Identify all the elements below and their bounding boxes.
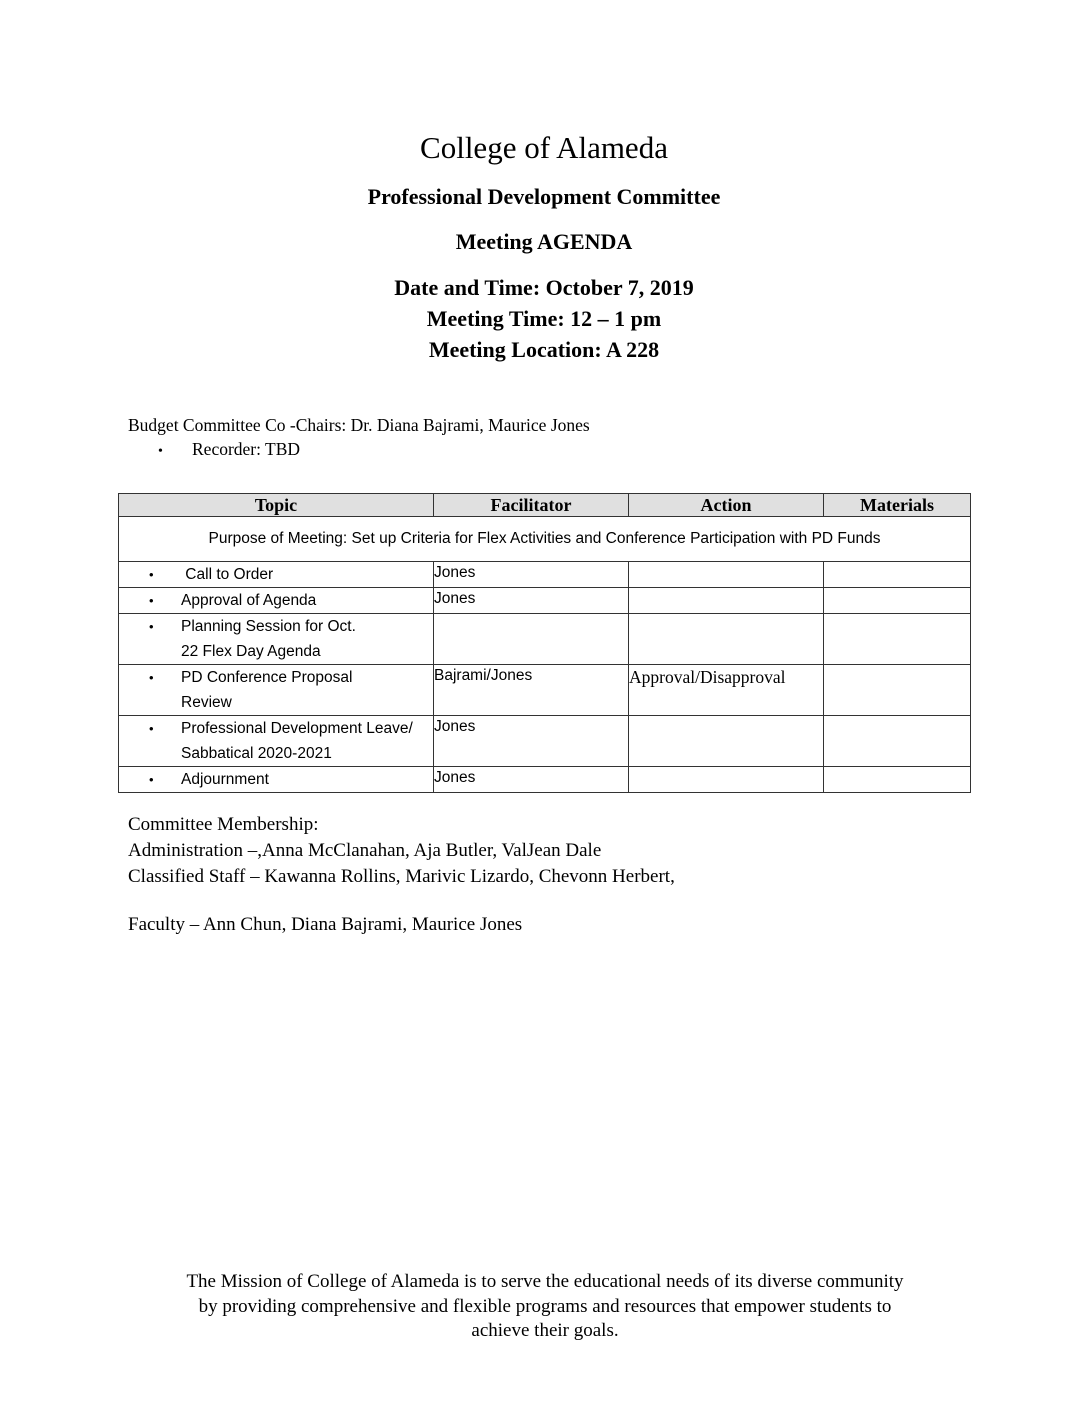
- facilitator-cell: Jones: [434, 562, 629, 588]
- topic-cell: [119, 767, 434, 793]
- table-row: [119, 665, 971, 716]
- recorder-text: Recorder: TBD: [192, 439, 301, 459]
- mission-line: The Mission of College of Alameda is to serve the educational needs of its diverse community: [186, 1271, 904, 1292]
- column-header-facilitator: Facilitator: [434, 494, 629, 517]
- topic-text: Adjournment: [181, 771, 269, 788]
- topic-text: Planning Session for Oct. 22 Flex Day Agenda: [181, 618, 356, 660]
- action-cell: [629, 716, 824, 767]
- topic-cell: [119, 562, 434, 588]
- committee-name: Professional Development Committee: [367, 184, 721, 209]
- facilitator-cell: Bajrami/Jones: [434, 665, 629, 716]
- committee-membership: [128, 812, 675, 938]
- topic-text: Professional Development Leave/ Sabbatical 2020-2021: [181, 720, 413, 762]
- materials-cell: [824, 767, 971, 793]
- topic-cell: [119, 614, 434, 665]
- membership-classified-staff: Classified Staff – Kawanna Rollins, Marivic Lizardo, Chevonn Herbert,: [128, 866, 675, 887]
- table-row: [119, 767, 971, 793]
- materials-cell: [824, 665, 971, 716]
- meeting-purpose: Purpose of Meeting: Set up Criteria for Flex Activities and Conference Participation with PD Funds: [119, 517, 971, 562]
- purpose-row: [119, 517, 971, 562]
- facilitator-cell: Jones: [434, 767, 629, 793]
- facilitator-cell: [434, 614, 629, 665]
- bullet-icon: •: [149, 619, 154, 634]
- bullet-icon: •: [149, 670, 154, 685]
- membership-administration: Administration –,Anna McClanahan, Aja Butler, ValJean Dale: [128, 840, 602, 861]
- action-cell: [629, 767, 824, 793]
- table-row: [119, 562, 971, 588]
- table-row: [119, 716, 971, 767]
- materials-cell: [824, 562, 971, 588]
- column-header-action: Action: [629, 494, 824, 517]
- table-row: [119, 588, 971, 614]
- topic-text: Call to Order: [181, 566, 274, 583]
- spacer: [128, 890, 675, 912]
- table-row: [119, 614, 971, 665]
- column-header-materials: Materials: [824, 494, 971, 517]
- meeting-info: [0, 272, 1088, 365]
- document-title: Meeting AGENDA: [455, 229, 633, 254]
- membership-faculty: Faculty – Ann Chun, Diana Bajrami, Maurice Jones: [128, 914, 523, 935]
- materials-cell: [824, 588, 971, 614]
- membership-heading: Committee Membership:: [128, 814, 319, 835]
- topic-cell: [119, 588, 434, 614]
- agenda-table: [118, 493, 971, 793]
- table-header-row: [119, 494, 971, 517]
- action-cell: [629, 588, 824, 614]
- meeting-time: Meeting Time: 12 – 1 pm: [426, 306, 662, 331]
- co-chairs-line: Budget Committee Co -Chairs: Dr. Diana Bajrami, Maurice Jones: [128, 415, 590, 435]
- facilitator-cell: Jones: [434, 716, 629, 767]
- topic-cell: [119, 716, 434, 767]
- mission-line: by providing comprehensive and flexible programs and resources that empower students to: [198, 1295, 892, 1317]
- materials-cell: [824, 716, 971, 767]
- bullet-icon: •: [149, 567, 154, 582]
- topic-cell: [119, 665, 434, 716]
- bullet-icon: •: [149, 593, 154, 608]
- action-cell: Approval/Disapproval: [629, 665, 824, 716]
- topic-text: PD Conference Proposal Review: [181, 669, 353, 711]
- topic-text: Approval of Agenda: [181, 592, 317, 609]
- action-cell: [629, 562, 824, 588]
- action-cell: [629, 614, 824, 665]
- bullet-icon: •: [149, 772, 154, 787]
- mission-statement: [130, 1270, 960, 1344]
- meeting-date: Date and Time: October 7, 2019: [394, 275, 694, 300]
- materials-cell: [824, 614, 971, 665]
- bullet-icon: •: [149, 721, 154, 736]
- meeting-location: Meeting Location: A 228: [428, 337, 660, 362]
- column-header-topic: Topic: [119, 494, 434, 517]
- facilitator-cell: Jones: [434, 588, 629, 614]
- recorder-line: [158, 437, 300, 464]
- bullet-icon: •: [158, 444, 163, 459]
- college-name: College of Alameda: [420, 130, 668, 165]
- mission-line: achieve their goals.: [471, 1320, 619, 1341]
